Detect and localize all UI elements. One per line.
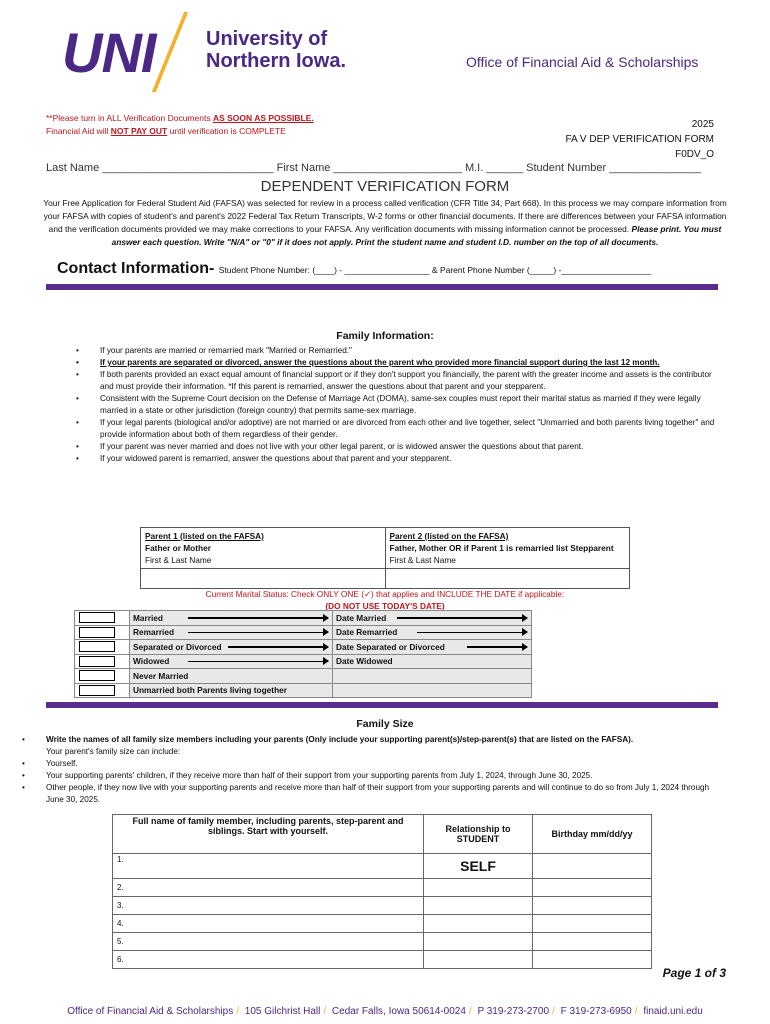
intro-body: Your Free Application for Federal Student Aid (FAFSA) was selected for review in a process called verification (CFR Title 34, Part 668). In this process we may compare information from your FAFSA with copies of student's and parent's 2022 Federal Tax Return Transcripts, W-2 forms or other financial documents. If there are differences between your FAFSA information and the verification documents provided we may make corrections to your FAFSA. Any verification documents with missing information cannot be processed.	[43, 198, 727, 234]
arrow-icon	[467, 646, 527, 648]
parent2-sub: Father, Mother OR if Parent 1 is remarried list Stepparent	[389, 543, 614, 553]
footer-fax: F 319-273-6950	[560, 1006, 632, 1017]
table-row	[75, 669, 532, 684]
birthday-cell[interactable]	[533, 879, 652, 897]
list-item: • Other people, if they now live with your supporting parents and receive more than half of their support from your supporting parents and will continue to do so from July 1, 2024 through June 30, 2025.	[22, 782, 712, 806]
arrow-icon	[188, 661, 328, 663]
marital-heading	[0, 588, 770, 612]
option-label: Married	[133, 612, 163, 623]
table-row	[113, 897, 652, 915]
birthday-cell[interactable]	[533, 915, 652, 933]
marital-date[interactable]	[333, 640, 532, 655]
birthday-cell[interactable]	[533, 951, 652, 969]
phone-fields[interactable]: Student Phone Number: (____) - __________________ & Parent Phone Number (_____) -___________________	[218, 265, 652, 275]
table-row	[113, 933, 652, 951]
page-number: Page 1 of 3	[662, 966, 726, 980]
table-row	[113, 951, 652, 969]
marital-date-empty	[333, 683, 532, 698]
table-row	[75, 640, 532, 655]
list-item-text: If both parents provided an exact equal amount of financial support or if they don't support you financially, the parent with the greater income and assets is the contributor and must provide their information. *If this parent is remarried, answer the questions about that parent and your stepparent.	[100, 370, 712, 391]
list-item: • Yourself.	[22, 758, 712, 770]
arrow-icon	[397, 617, 527, 619]
logo-slash-mark	[152, 12, 188, 92]
office-title: Office of Financial Aid & Scholarships	[466, 54, 699, 70]
option-label: Unmarried both Parents living together	[133, 685, 287, 696]
footer-web[interactable]: finaid.uni.edu	[643, 1006, 703, 1017]
arrow-icon	[228, 646, 328, 648]
member-name-cell[interactable]: 1.	[113, 854, 424, 879]
list-item-text: Write the names of all family size members including your parents (Only include your supporting parent(s)/step-parent(s) that are listed on the FAFSA).	[46, 735, 634, 744]
family-info-heading: Family Information:	[336, 330, 434, 342]
parent1-title: Parent 1 (listed on the FAFSA)	[145, 531, 264, 541]
date-label: Date Widowed	[336, 656, 393, 667]
member-name-cell[interactable]: 4.	[113, 915, 424, 933]
marital-instruction: Current Marital Status: Check ONLY ONE (✓) that applies and INCLUDE THE DATE if applicable:	[205, 589, 565, 599]
unmarried-together-checkbox[interactable]	[79, 685, 115, 696]
list-item	[76, 369, 716, 393]
list-item: • Your supporting parents' children, if they receive more than half of their support from your supporting parents from July 1, 2024, through June 30, 2025.	[22, 770, 712, 782]
intro-instruction: Please print. You must answer each question. Write "N/A" or "0" if it does not apply. Print the student name and student I.D. number on the top of all documents.	[111, 224, 722, 247]
list-item	[22, 734, 712, 758]
table-row	[75, 654, 532, 669]
family-size-heading: Family Size	[356, 718, 414, 730]
date-label: Date Remarried	[336, 627, 398, 638]
table-row	[113, 915, 652, 933]
contact-information	[57, 260, 651, 278]
family-members-table	[112, 814, 652, 969]
notice2-prefix: Financial Aid will	[46, 126, 111, 136]
purple-divider	[46, 284, 718, 290]
footer-address: 105 Gilchrist Hall	[244, 1006, 321, 1017]
birthday-cell[interactable]	[533, 897, 652, 915]
option-label: Remarried	[133, 627, 175, 638]
col-name-header: Full name of family member, including parents, step-parent and siblings. Start with yourself.	[113, 815, 424, 854]
form-title: DEPENDENT VERIFICATION FORM	[260, 178, 510, 195]
marital-date[interactable]	[333, 654, 532, 669]
parent1-name-field[interactable]	[141, 569, 386, 589]
parent2-hint: First & Last Name	[389, 555, 456, 565]
list-item: • If your legal parents (biological and/or adoptive) are not married or are divorced from each other and live together, select "Unmarried and both parents living together" and provide information about both of them regardless of their gender.	[76, 417, 716, 441]
form-code: F0DV_O	[675, 149, 714, 160]
parent2-header	[385, 528, 630, 569]
never-married-checkbox[interactable]	[79, 670, 115, 681]
notice-emph: AS SOON AS POSSIBLE.	[212, 113, 314, 123]
footer-office: Office of Financial Aid & Scholarships	[67, 1006, 234, 1017]
member-name-cell[interactable]: 6.	[113, 951, 424, 969]
parent1-header	[141, 528, 386, 569]
marital-date[interactable]	[333, 611, 532, 626]
marital-option	[130, 640, 333, 655]
list-item-sub: Your parent's family size can include:	[46, 747, 181, 756]
marital-option	[130, 654, 333, 669]
marital-date-empty	[333, 669, 532, 684]
student-name-line[interactable]: Last Name ____________________________ First Name _____________________ M.I. ______ Student Number _______________	[46, 162, 702, 174]
intro-paragraph	[36, 197, 734, 249]
col-relationship-header: Relationship to STUDENT	[424, 815, 533, 854]
member-name-cell[interactable]: 5.	[113, 933, 424, 951]
option-label: Never Married	[133, 670, 189, 681]
marital-subheading: (DO NOT USE TODAY'S DATE)	[325, 601, 445, 611]
parent1-sub: Father or Mother	[145, 543, 211, 553]
list-item: • If your parents are married or remarried mark "Married or Remarried."	[76, 345, 716, 357]
date-label: Date Separated or Divorced	[336, 641, 445, 652]
relationship-cell[interactable]	[424, 951, 533, 969]
parent2-name-field[interactable]	[385, 569, 630, 589]
marital-option	[130, 625, 333, 640]
list-item: • Consistent with the Supreme Court decision on the Defense of Marriage Act (DOMA), same-sex couples must report their marital status as married if they were legally married in a state or other jurisdiction (foreign country) that permits same-sex marriage.	[76, 393, 716, 417]
separated-checkbox[interactable]	[79, 641, 115, 652]
verification-notice	[46, 112, 314, 138]
purple-divider	[46, 702, 718, 708]
table-row	[75, 611, 532, 626]
relationship-cell[interactable]	[424, 879, 533, 897]
option-label: Separated or Divorced	[133, 641, 222, 652]
marital-option	[130, 669, 333, 684]
table-row	[113, 854, 652, 879]
uni-logo: UNI	[62, 21, 156, 84]
marital-date[interactable]	[333, 625, 532, 640]
relationship-cell[interactable]	[424, 915, 533, 933]
arrow-icon	[417, 632, 527, 634]
notice2-suffix: until verification is COMPLETE	[167, 126, 286, 136]
notice2-emph: NOT PAY OUT	[110, 126, 168, 136]
form-name: FA V DEP VERIFICATION FORM	[565, 134, 714, 145]
parent1-hint: First & Last Name	[145, 555, 212, 565]
birthday-cell[interactable]	[533, 933, 652, 951]
birthday-cell[interactable]	[533, 854, 652, 879]
contact-heading: Contact Information-	[57, 260, 215, 277]
list-item: • If your parents are separated or divorced, answer the questions about the parent who provided more financial support during the last 12 month.	[76, 357, 716, 369]
member-name-cell[interactable]: 3.	[113, 897, 424, 915]
table-row	[113, 879, 652, 897]
list-item: • If your parent was never married and does not live with your other legal parent, or is widowed answer the questions about that parent.	[76, 441, 716, 453]
member-name-cell[interactable]: 2.	[113, 879, 424, 897]
table-row	[75, 683, 532, 698]
family-info-list	[76, 345, 716, 465]
arrow-icon	[188, 632, 328, 634]
marital-option	[130, 611, 333, 626]
date-label: Date Married	[336, 612, 387, 623]
remarried-checkbox[interactable]	[79, 627, 115, 638]
footer-city: Cedar Falls, Iowa 50614-0024	[331, 1006, 466, 1017]
option-label: Widowed	[133, 656, 170, 667]
widowed-checkbox[interactable]	[79, 656, 115, 667]
form-year: 2025	[691, 119, 714, 130]
relationship-cell[interactable]	[424, 933, 533, 951]
university-wordmark	[206, 28, 346, 72]
family-size-list	[22, 734, 712, 806]
list-item: • If your widowed parent is remarried, answer the questions about that parent and your stepparent.	[76, 453, 716, 465]
wordmark-line2: Northern Iowa.	[206, 50, 347, 72]
self-label: SELF	[424, 854, 533, 879]
parents-table	[140, 527, 630, 589]
col-birthday-header: Birthday mm/dd/yy	[533, 815, 652, 854]
form-identifier	[565, 117, 714, 162]
married-checkbox[interactable]	[79, 612, 115, 623]
wordmark-line1: University of	[206, 28, 328, 50]
notice-prefix: **Please turn in ALL Verification Documents	[46, 113, 213, 123]
arrow-icon	[188, 617, 328, 619]
marital-option	[130, 683, 333, 698]
relationship-cell[interactable]	[424, 897, 533, 915]
footer: Office of Financial Aid & Scholarships / 105 Gilchrist Hall / Cedar Falls, Iowa 50614-0024 / P 319-273-2700 / F 319-273-6950 / finaid.uni.edu	[67, 1006, 703, 1017]
footer-phone: P 319-273-2700	[477, 1006, 550, 1017]
parent2-title: Parent 2 (listed on the FAFSA)	[389, 531, 509, 541]
marital-status-table	[74, 610, 532, 698]
table-row	[75, 625, 532, 640]
